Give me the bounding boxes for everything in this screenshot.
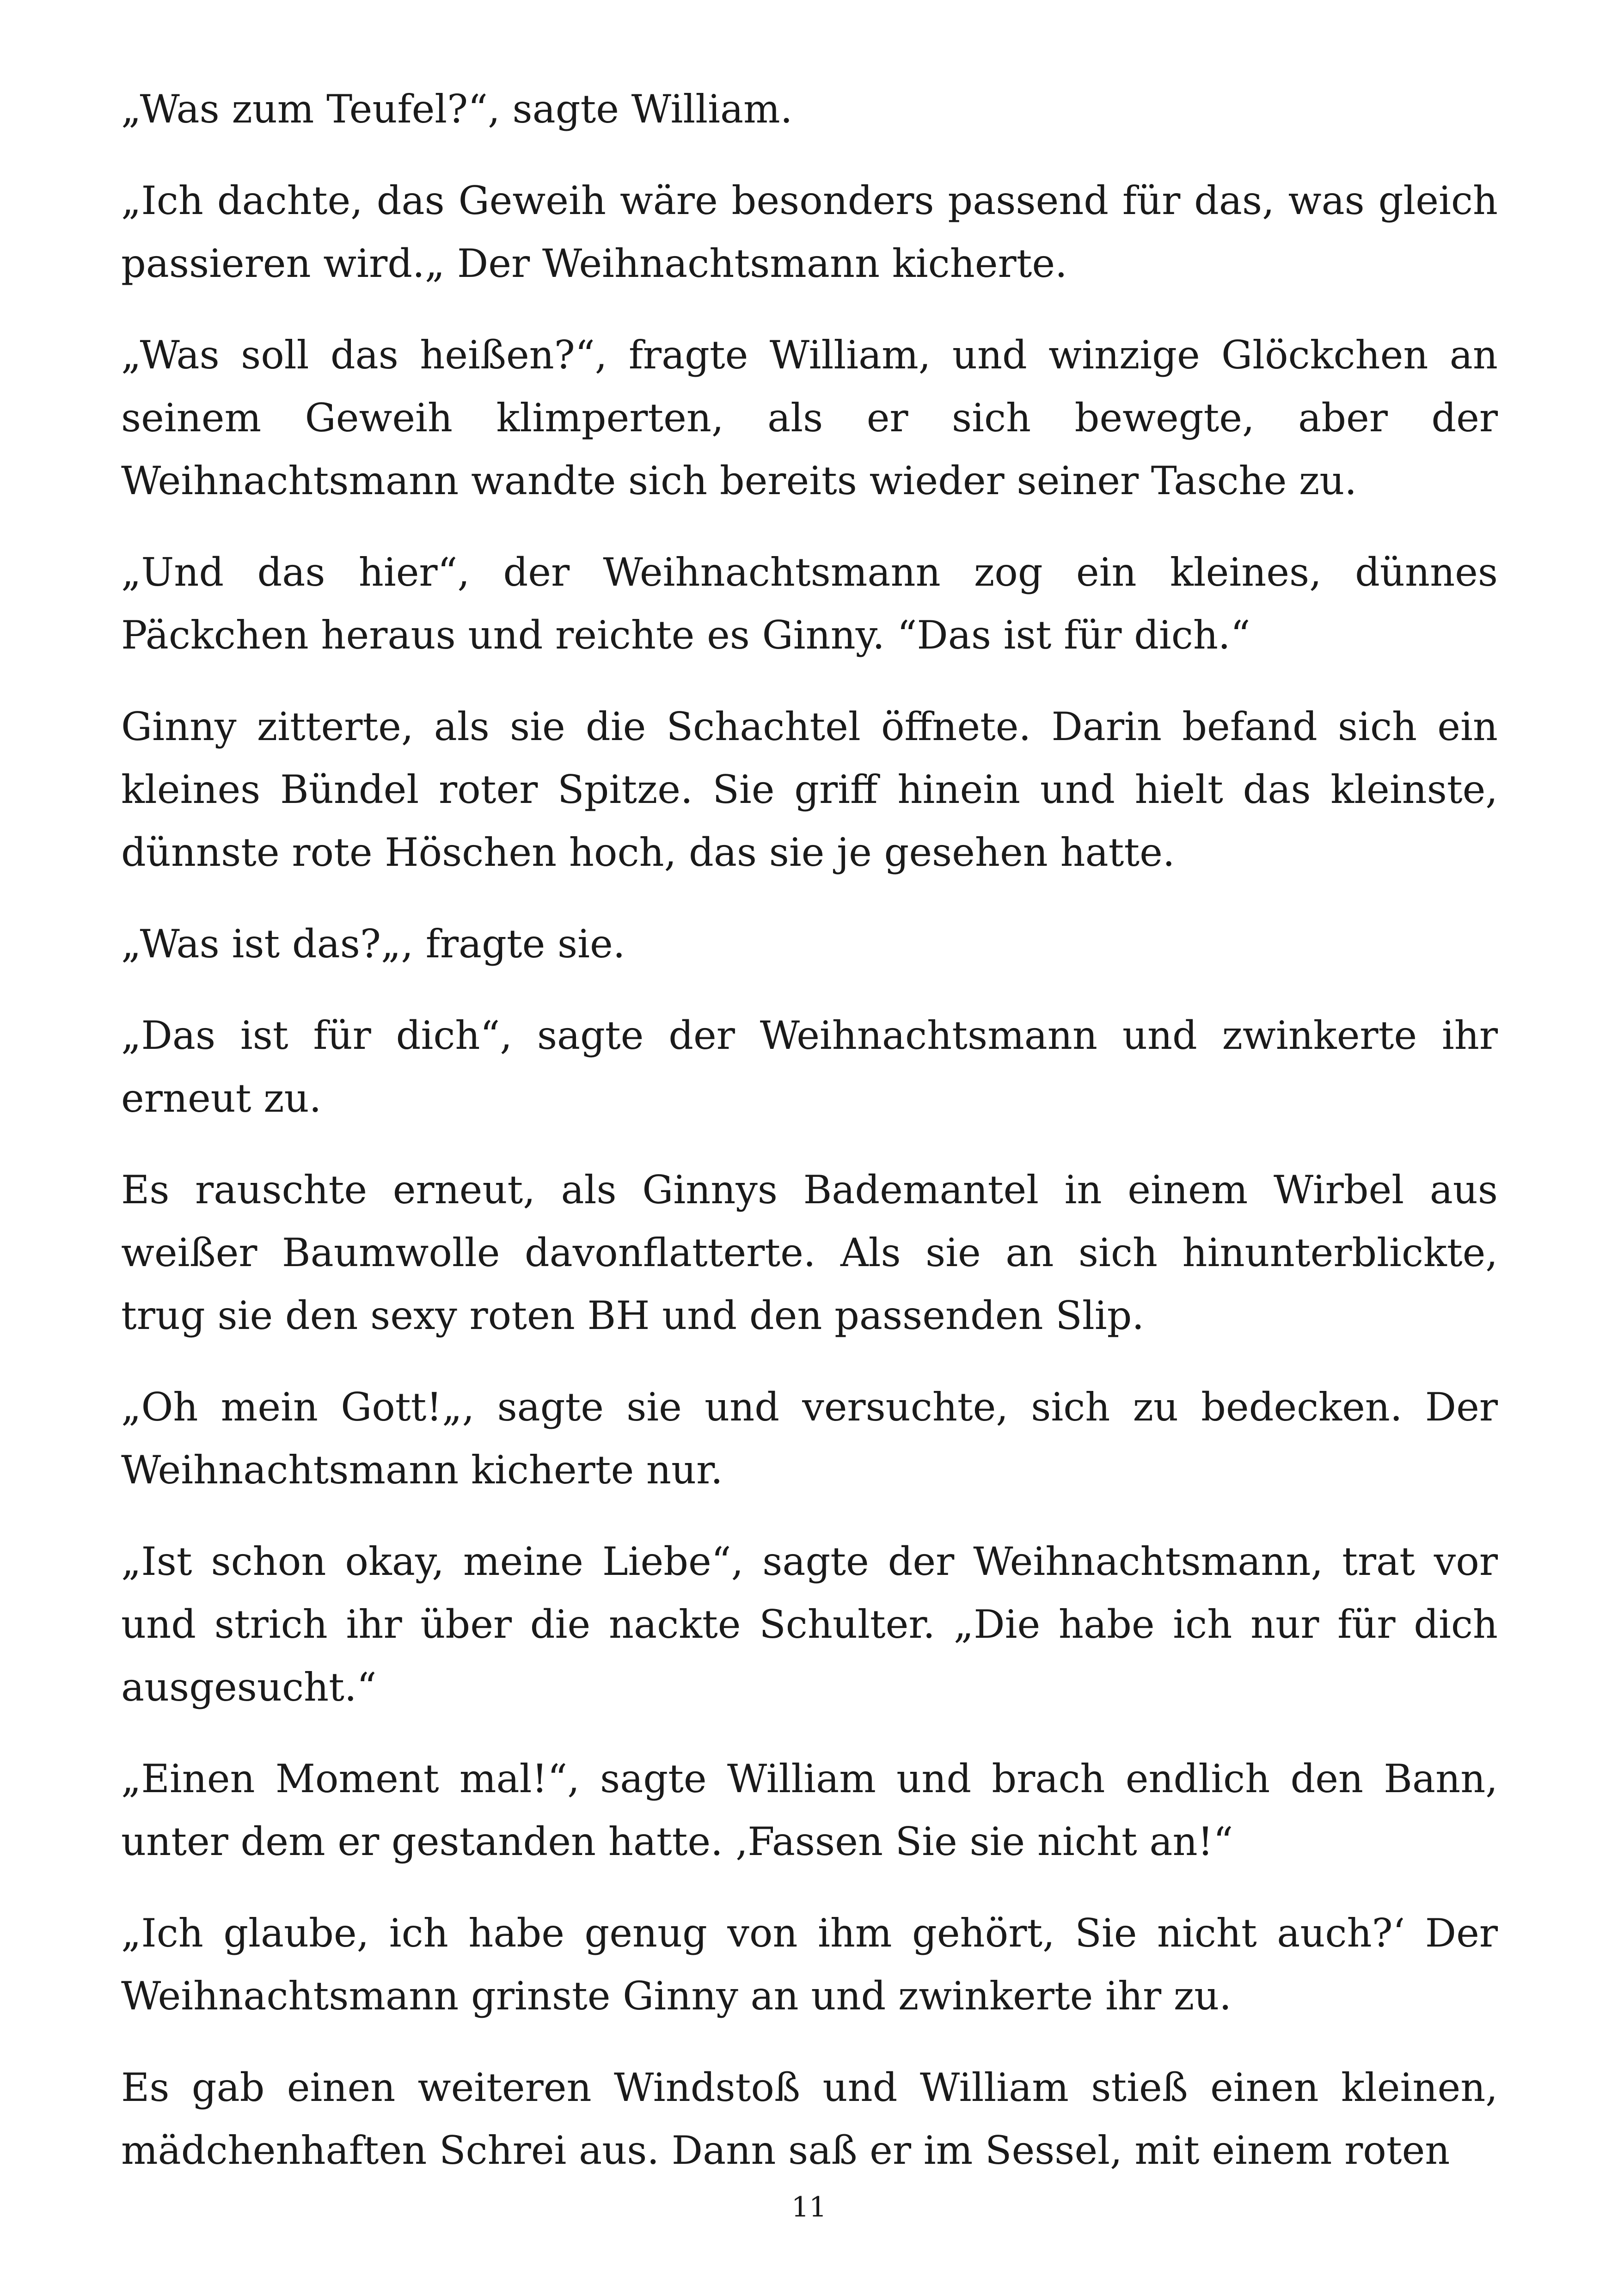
paragraph: „Einen Moment mal!“, sagte William und brach endlich den Bann, unter dem er gestanden hatte. ‚Fassen Sie sie nicht an!“: [121, 1756, 1498, 1864]
paragraph: „Und das hier“, der Weihnachtsmann zog ein kleines, dünnes Päckchen heraus und reichte es Ginny. “Das ist für dich.“: [121, 550, 1498, 658]
paragraph: „Was ist das?„, fragte sie.: [121, 921, 625, 967]
paragraph: „Ich dachte, das Geweih wäre besonders passend für das, was gleich passieren wird.„ Der Weihnachtsmann kicherte.: [121, 178, 1498, 286]
paragraph: „Was zum Teufel?“, sagte William.: [121, 86, 793, 132]
paragraph: Ginny zitterte, als sie die Schachtel öffnete. Darin befand sich ein kleines Bündel roter Spitze. Sie griff hinein und hielt das kleinste, dünnste rote Höschen hoch, das sie je gesehen hatte.: [121, 704, 1498, 875]
page-body: [121, 78, 1498, 2210]
paragraph: Es gab einen weiteren Windstoß und William stieß einen kleinen, mädchenhaften Schrei aus. Dann saß er im Sessel, mit einem roten: [121, 2065, 1498, 2173]
page-number: 11: [791, 2191, 827, 2223]
paragraph: „Ist schon okay, meine Liebe“, sagte der Weihnachtsmann, trat vor und strich ihr über die nackte Schulter. „Die habe ich nur für dich ausgesucht.“: [121, 1539, 1498, 1710]
paragraph: „Oh mein Gott!„, sagte sie und versuchte, sich zu bedecken. Der Weihnachtsmann kicherte nur.: [121, 1384, 1498, 1493]
paragraph: Es rauschte erneut, als Ginnys Bademantel in einem Wirbel aus weißer Baumwolle davonflatterte. Als sie an sich hinunterblickte, trug sie den sexy roten BH und den passenden Slip.: [121, 1167, 1498, 1338]
paragraph: „Ich glaube, ich habe genug von ihm gehört, Sie nicht auch?‘ Der Weihnachtsmann grinste Ginny an und zwinkerte ihr zu.: [121, 1910, 1498, 2019]
paragraph: „Was soll das heißen?“, fragte William, und winzige Glöckchen an seinem Geweih klimperten, als er sich bewegte, aber der Weihnachtsmann wandte sich bereits wieder seiner Tasche zu.: [121, 332, 1498, 503]
paragraph: „Das ist für dich“, sagte der Weihnachtsmann und zwinkerte ihr erneut zu.: [121, 1013, 1498, 1121]
